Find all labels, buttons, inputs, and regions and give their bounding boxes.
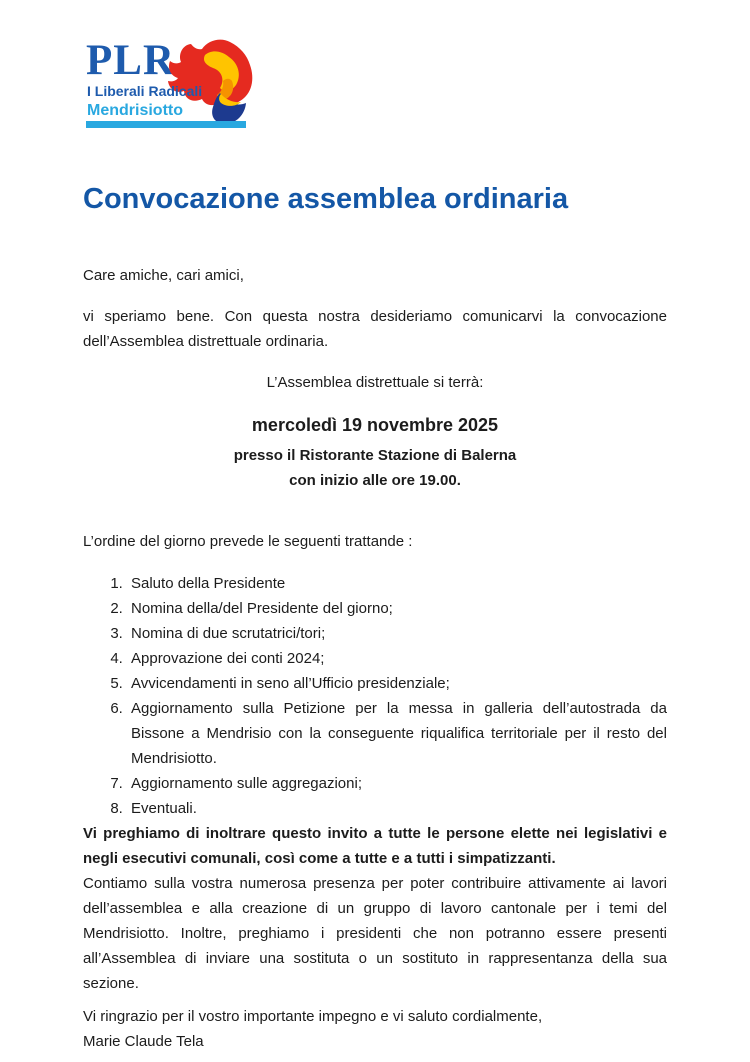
assembly-announcement: L’Assemblea distrettuale si terrà: [266, 374, 484, 391]
logo-subtitle-liberali: I Liberali Radicali [87, 83, 203, 99]
agenda-intro: L’ordine del giorno prevede le seguenti trattande : [83, 533, 413, 550]
agenda-item-1: 1. Saluto della Presidente [127, 571, 667, 596]
greeting-paragraph: Care amiche, cari amici, [83, 267, 244, 284]
plr-logo [86, 37, 346, 127]
agenda-item-4: 4. Approvazione dei conti 2024; [127, 646, 667, 671]
logo-subtitle-mendrisiotto: Mendrisiotto [87, 102, 183, 119]
event-time: con inizio alle ore 19.00. [289, 472, 461, 489]
event-date: mercoledì 19 novembre 2025 [251, 415, 499, 435]
agenda-list [83, 571, 667, 821]
event-venue: presso il Ristorante Stazione di Balerna [233, 447, 517, 464]
agenda-item-7: 7. Aggiornamento sulle aggregazioni; [127, 771, 667, 796]
invitation-paragraph: Contiamo sulla vostra numerosa presenza per poter contribuire attivamente ai lavori dell’assemblea e alla creazione di un gruppo di lavoro cantonale per i temi del Mendrisiotto. Inoltre, preghiamo i presidenti che non potranno essere presenti all’Assemblea di inviare una sostituta o un sostituto in rappresentanza della sua sezione. [83, 875, 667, 992]
agenda-item-2: 2. Nomina della/del Presidente del giorno; [127, 596, 667, 621]
signature: Marie Claude Tela [83, 1033, 204, 1050]
agenda-item-5: 5. Avvicendamenti in seno all’Ufficio presidenziale; [127, 671, 667, 696]
plr-acronym: PLR [86, 37, 175, 84]
intro-paragraph: vi speriamo bene. Con questa nostra desideriamo comunicarvi la convocazione dell’Assemblea distrettuale ordinaria. [83, 308, 667, 350]
closing-paragraph: Vi ringrazio per il vostro importante impegno e vi saluto cordialmente, [83, 1008, 543, 1025]
agenda-item-8: 8. Eventuali. [127, 796, 667, 821]
agenda-item-6: 6. Aggiornamento sulla Petizione per la messa in galleria dell’autostrada da Bissone a Mendrisio con la conseguente riqualifica territoriale per il resto del Mendrisiotto. [127, 696, 667, 771]
logo-underline-bar [86, 121, 246, 128]
event-details [83, 411, 667, 493]
agenda-item-3: 3. Nomina di due scrutatrici/tori; [127, 621, 667, 646]
invitation-bold-paragraph: Vi preghiamo di inoltrare questo invito a tutte le persone elette nei legislativi e negli esecutivi comunali, così come a tutte e a tutti i simpatizzanti. [83, 825, 667, 867]
page-title: Convocazione assemblea ordinaria [83, 183, 569, 215]
